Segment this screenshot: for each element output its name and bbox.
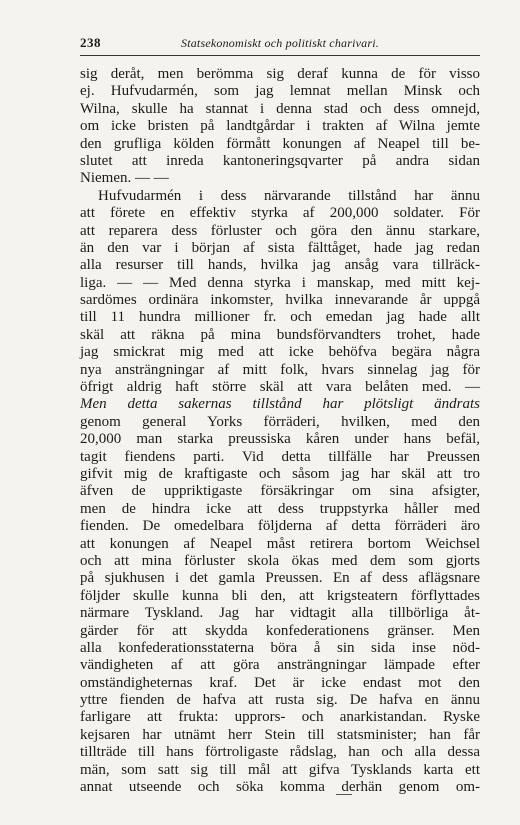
text-line: och att mina förluster skola ökas med dem som gjorts (80, 552, 480, 569)
text-line: än den var i början af sista fälttåget, hade jag redan (80, 239, 480, 256)
text-line: att förete en effektiv styrka af 200,000 soldater. För (80, 205, 480, 222)
header-rule (80, 55, 480, 56)
text-line: på sjukhusen i det gamla Preussen. En af dess aflägsnare (80, 570, 480, 587)
text-line: tagit fiendens parti. Vid detta tillfälle har Preussen (80, 448, 480, 465)
text-line: nya ansträngningar af mitt folk, hvars sinnelag jag för (80, 361, 480, 378)
text-line: öfrigt aldrig haft större skäl att vara belåten med. — (80, 379, 480, 396)
text-line: äfven de uppriktigaste försäkringar om sina afsigter, (80, 483, 480, 500)
text-line: Hufvudarmén i dess närvarande tillstånd har ännu (98, 187, 480, 204)
text-line: gifvit mig de kraftigaste och såsom jag har skäl att tro (80, 465, 480, 482)
text-line: liga. — — Med denna styrka i manskap, med mitt kej- (80, 274, 480, 291)
text-line: vändigheten af att göra ansträngningar lämpade efter (80, 657, 480, 674)
text-line: Wilna, skulle ha stannat i denna stad och dess omnejd, (80, 100, 480, 117)
text-line: om icke bristen på landtgårdar i trakten af Wilna jemte (80, 118, 480, 135)
running-title: Statsekonomiskt och politiskt charivari. (181, 36, 379, 50)
text-line: gärder för att skydda konfederationens gränser. Men (80, 622, 480, 639)
text-line: omständigheternas kraf. Det är icke endast mot den (80, 674, 480, 691)
text-line: yttre fienden de hafva att rusta sig. De hafva en ännu (80, 692, 480, 709)
text-line: alla konfederationsstaterna böra å sin sida inse nöd- (80, 639, 480, 656)
text-line: följder skulle kunna bli den, att krigsteatern förflyttades (80, 587, 480, 604)
page-mark (336, 794, 352, 795)
text-line: sig deråt, men berömma sig deraf kunna de för visso (80, 66, 480, 82)
page-header (80, 35, 480, 55)
text-line: närmare Tyskland. Jag har vidtagit alla tillbörliga åt- (80, 605, 480, 622)
text-line: men de hindra icke att dess truppstyrka håller med (80, 500, 480, 517)
text-line: Men detta sakernas tillstånd har plötsligt ändrats (80, 396, 480, 413)
text-line: genom general Yorks förräderi, hvilken, med den (80, 413, 480, 430)
text-line: slutet att inreda kantoneringsqvarter på andra sidan (80, 152, 480, 169)
text-line: farligare att frukta: upprors- och anarkistandan. Ryske (80, 709, 480, 726)
text-line: 20,000 man starka preussiska kåren under hans befäl, (80, 431, 480, 448)
text-line: män, som satt sig till mål att gifva Tysklands karta ett (80, 761, 480, 778)
text-line: skäl att räkna på mina bundsförvandters trohet, hade (80, 326, 480, 343)
text-line: till 11 hundra millioner fr. och emedan jag hade allt (80, 309, 480, 326)
text-line: sardömes ordinära inkomster, hvilka innevarande år uppgå (80, 292, 480, 309)
text-line: den grufliga kölden förmått konungen af Neapel till be- (80, 135, 480, 152)
text-line: fienden. De omedelbara följderna af detta förräderi äro (80, 518, 480, 535)
book-page (80, 0, 480, 825)
text-line: att konungen af Neapel måst retirera bortom Weichsel (80, 535, 480, 552)
text-line: ej. Hufvudarmén, som jag lemnat mellan Minsk och (80, 83, 480, 100)
text-line: annat utseende och söka komma derhän genom om- (80, 779, 480, 796)
page-number: 238 (80, 35, 101, 50)
text-line: Niemen. — — (80, 170, 169, 187)
text-line: jag smickrat mig med att icke behöfva begära några (80, 344, 480, 361)
text-line: tillträde till hans förtroligaste rådslag, han och alla dessa (80, 744, 480, 761)
text-line: alla resurser till hands, hvilka jag ansåg vara tillräck- (80, 257, 480, 274)
text-line: kejsaren har utnämt herr Stein till statsminister; han får (80, 726, 480, 743)
text-line: att reparera dess förluster och göra den ännu starkare, (80, 222, 480, 239)
body-text (80, 66, 480, 796)
